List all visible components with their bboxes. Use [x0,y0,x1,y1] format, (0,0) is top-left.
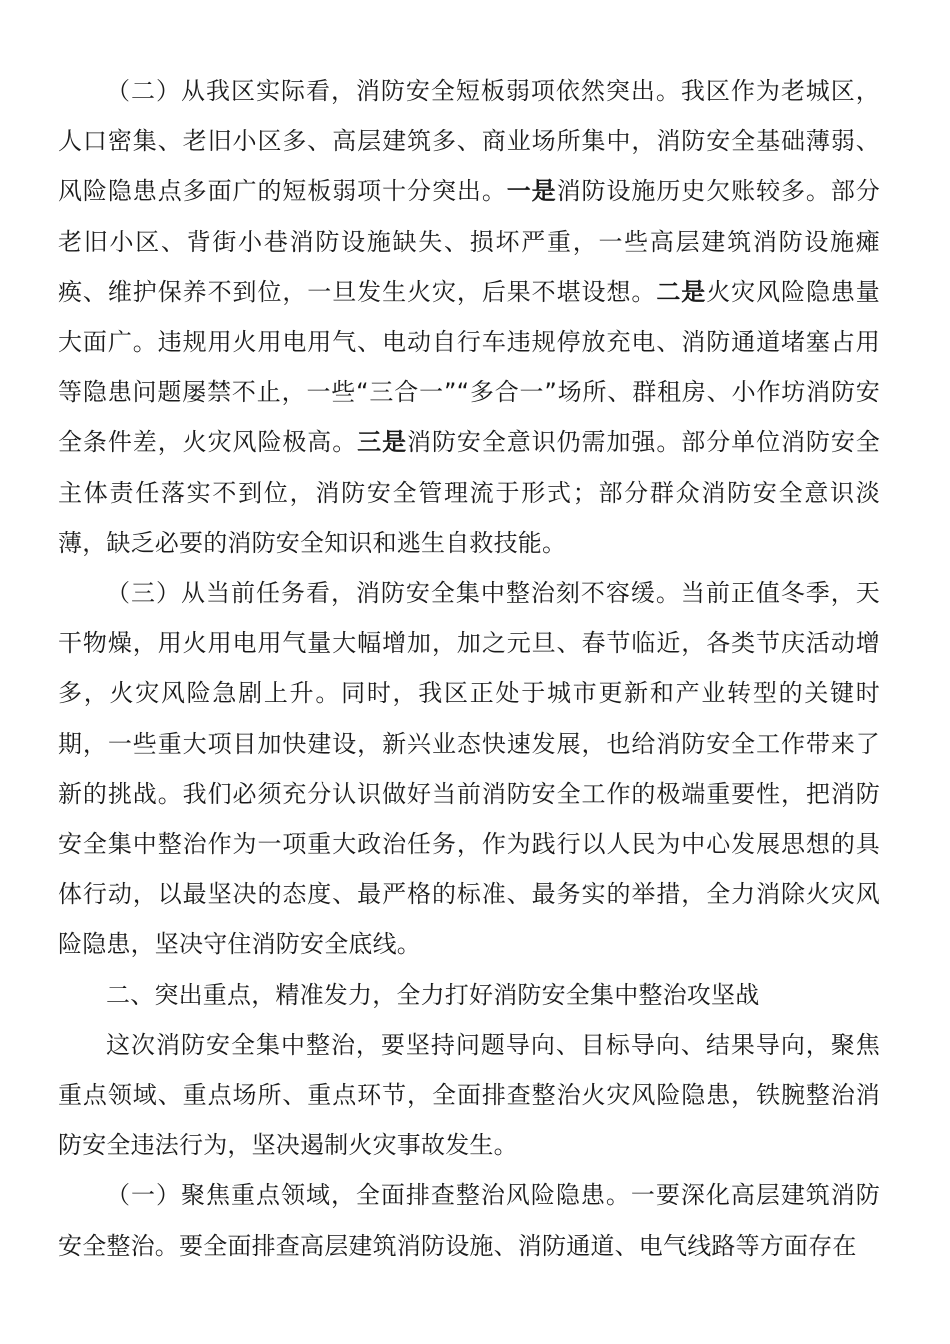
text-segment: （二）从我区实际看，消防安全短板弱项依然突出。我区作为老城区，人口密集、老旧小区多、高层建筑多、商业场所集中，消防安全基础薄弱、风险隐患点多面广的短板弱项十分突出。 [58,77,880,206]
text-segment: 火灾风险隐患量大面广。违规用火用电用气、电动自行车违规停放充电、消防通道堵塞占用等隐患问题屡禁不止，一些“三合一”“多合一”场所、群租房、小作坊消防安全条件差，火灾风险极高。 [58,277,881,457]
bold-marker-third: 三是 [357,428,408,457]
text-segment: 消防安全意识仍需加强。部分单位消防安全主体责任落实不到位，消防安全管理流于形式；部分群众消防安全意识淡薄，缺乏必要的消防安全知识和逃生自救技能。 [58,428,880,557]
text-segment: 这次消防安全集中整治，要坚持问题导向、目标导向、结果导向，聚焦重点领域、重点场所、重点环节，全面排查整治火灾风险隐患，铁腕整治消防安全违法行为，坚决遏制火灾事故发生。 [58,1030,880,1160]
text-segment: （三）从当前任务看，消防安全集中整治刻不容缓。当前正值冬季，天干物燥，用火用电用气量大幅增加，加之元旦、春节临近，各类节庆活动增多，火灾风险急剧上升。同时，我区正处于城市更新和产业转型的关键时期，一些重大项目加快建设，新兴业态快速发展，也给消防安全工作带来了新的挑战。我们必须充分认识做好当前消防安全工作的极端重要性，把消防安全集中整治作为一项重大政治任务，作为践行以人民为中心发展思想的具体行动，以最坚决的态度、最严格的标准、最务实的举措，全力消除火灾风险隐患，坚决守住消防安全底线。 [58,579,880,959]
bold-marker-first: 一是 [506,177,557,206]
section-heading [58,970,880,1020]
section-heading-text: 二、突出重点，精准发力，全力打好消防安全集中整治攻坚战 [106,980,760,1009]
bold-marker-second: 二是 [656,277,707,306]
paragraph-key-areas [58,1170,880,1270]
paragraph-section-intro [58,1020,880,1171]
text-segment: 消防设施历史欠账较多。部分老旧小区、背街小巷消防设施缺失、损坏严重，一些高层建筑消防设施瘫痪、维护保养不到位，一旦发生火灾，后果不堪设想。 [58,177,880,306]
text-segment: （一）聚焦重点领域，全面排查整治风险隐患。一要深化高层建筑消防安全整治。要全面排查高层建筑消防设施、消防通道、电气线路等方面存在 [58,1181,880,1260]
paragraph-current-task [58,568,880,970]
paragraph-district-situation [58,66,880,568]
